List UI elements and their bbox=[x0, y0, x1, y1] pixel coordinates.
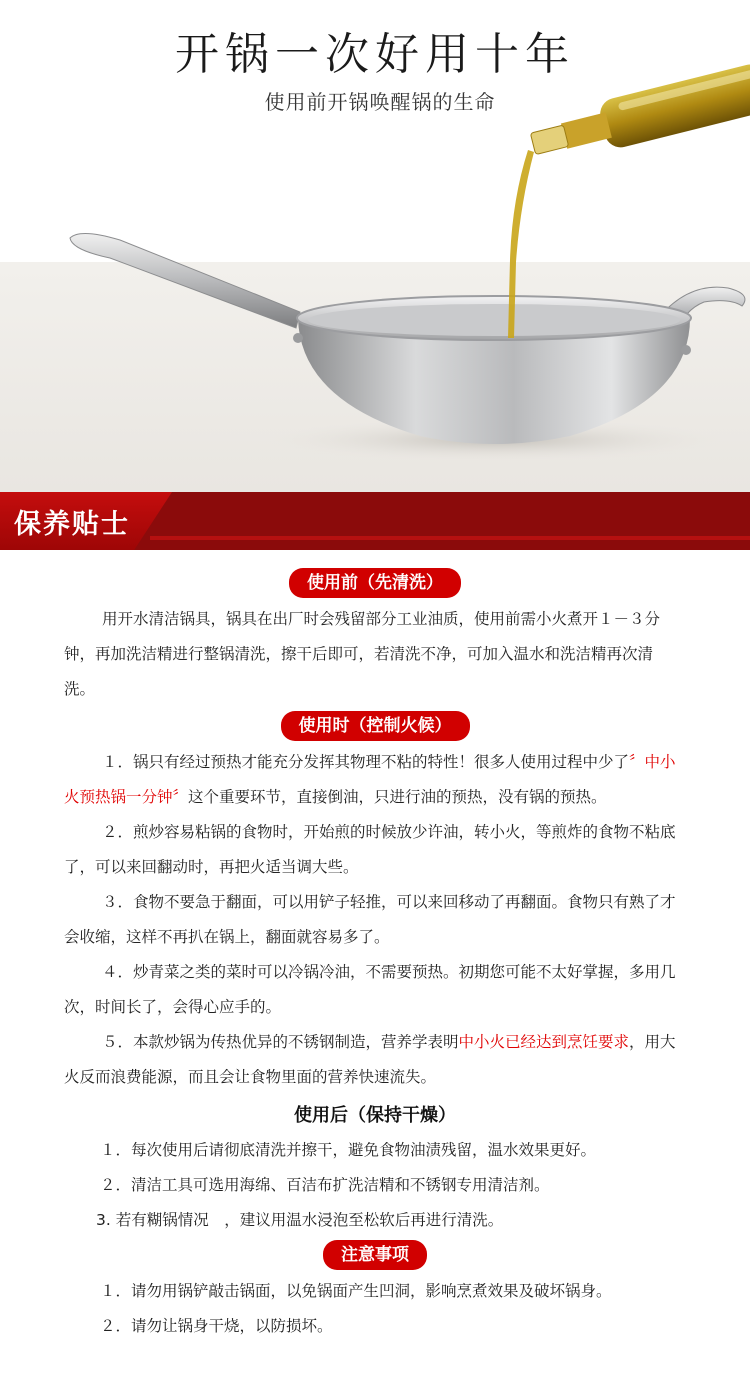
tip-1-highlight: 〞中小火预热锅一分钟〞 bbox=[64, 753, 676, 806]
tip-5-text-b: ，用大火反而浪费能源，而且会让食物里面的营养快速流失。 bbox=[64, 1033, 676, 1086]
before-heading: 使用前（先清洗） bbox=[289, 568, 461, 598]
banner-title: 保养贴士 bbox=[14, 509, 130, 540]
before-paragraph bbox=[0, 602, 750, 707]
tip-1-text-a: １．锅只有经过预热才能充分发挥其物理不粘的特性！很多人使用过程中少了 bbox=[102, 753, 630, 771]
during-tip-5 bbox=[0, 1025, 750, 1095]
banner-accent-line bbox=[150, 536, 750, 540]
during-heading-wrap bbox=[0, 711, 750, 745]
tip-2-text: ２．煎炒容易粘锅的食物时，开始煎的时候放少许油，转小火，等煎炸的食物不粘底了，可以来回翻动时，再把火适当调大些。 bbox=[64, 823, 676, 876]
hero-subtitle: 使用前开锅唤醒锅的生命 bbox=[264, 90, 496, 114]
notes-heading-wrap bbox=[0, 1240, 750, 1274]
long-handle bbox=[70, 233, 300, 328]
tip-5-text-a: ５．本款炒锅为传热优异的不锈钢制造，营养学表明 bbox=[102, 1033, 459, 1051]
notes-item-1: １．请勿用锅铲敲击锅面，以免锅面产生凹洞，影响烹煮效果及破坏锅身。 bbox=[100, 1282, 612, 1300]
after-item-1: １．每次使用后请彻底清洗并擦干，避免食物油渍残留，温水效果更好。 bbox=[100, 1141, 597, 1159]
notes-item-2: ２．请勿让锅身干烧，以防损坏。 bbox=[100, 1317, 333, 1335]
section-banner bbox=[0, 492, 750, 550]
during-heading: 使用时（控制火候） bbox=[281, 711, 470, 741]
during-tip-4 bbox=[0, 955, 750, 1025]
tip-4-text: ４．炒青菜之类的菜时可以冷锅冷油，不需要预热。初期您可能不太好掌握，多用几次，时间长了，会得心应手的。 bbox=[64, 963, 676, 1016]
tip-1-text-b: 这个重要环节，直接倒油，只进行油的预热，没有锅的预热。 bbox=[188, 788, 607, 806]
during-tip-2 bbox=[0, 815, 750, 885]
wok-inner bbox=[308, 304, 680, 336]
after-item-3: 3. 若有糊锅情况 ，建议用温水浸泡至松软后再进行清洗。 bbox=[96, 1211, 504, 1229]
before-heading-wrap bbox=[0, 568, 750, 602]
notes-heading: 注意事项 bbox=[323, 1240, 427, 1270]
tip-5-highlight: 中小火已经达到烹饪要求 bbox=[458, 1033, 630, 1051]
tip-3-text: ３．食物不要急于翻面，可以用铲子轻推，可以来回移动了再翻面。食物只有熟了才会收缩，这样不再扒在锅上，翻面就容易多了。 bbox=[64, 893, 676, 946]
rivet bbox=[681, 345, 691, 355]
before-text: 用开水清洁锅具，锅具在出厂时会残留部分工业油质，使用前需小火煮开１－３分钟，再加洗洁精进行整锅清洗，擦干后即可，若清洗不净，可加入温水和洗洁精再次清洗。 bbox=[64, 610, 661, 698]
during-tip-1 bbox=[0, 745, 750, 815]
after-heading: 使用后（保持干燥） bbox=[294, 1105, 456, 1126]
rivet bbox=[293, 333, 303, 343]
during-tip-3 bbox=[0, 885, 750, 955]
hero-section bbox=[0, 0, 750, 492]
hero-title: 开锅一次好用十年 bbox=[175, 29, 575, 80]
care-content bbox=[0, 566, 750, 1344]
after-item-2: ２．清洁工具可选用海绵、百洁布扩洗洁精和不锈钢专用清洁剂。 bbox=[100, 1176, 550, 1194]
